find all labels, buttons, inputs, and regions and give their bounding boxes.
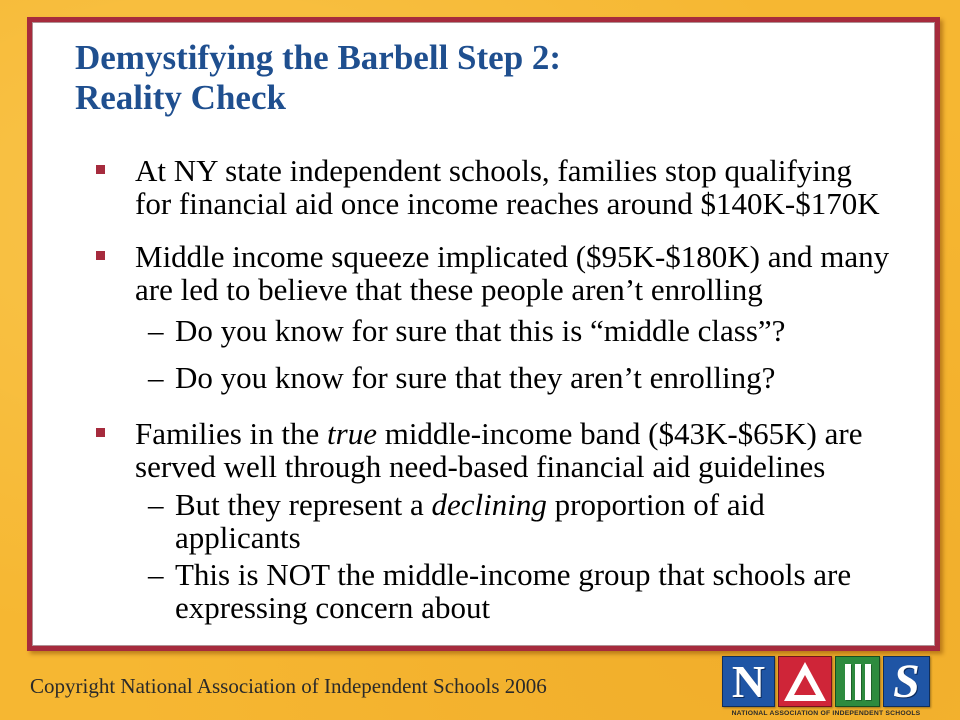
bullet-line: served well through need-based financial aid guidelines — [135, 449, 826, 484]
dash-marker: – — [148, 557, 164, 592]
content-panel — [27, 17, 940, 651]
logo-bar-icon — [845, 664, 851, 700]
logo-a-tile — [778, 656, 832, 707]
square-bullet-icon — [96, 428, 105, 437]
sub-item-line: Do you know for sure that they aren’t enrolling? — [175, 360, 776, 395]
dash-marker: – — [148, 487, 164, 522]
nais-logo — [721, 655, 931, 718]
emphasis-text: declining — [431, 487, 547, 522]
sub-item — [148, 361, 775, 394]
sub-item-line: This is NOT the middle-income group that schools are — [175, 557, 852, 592]
emphasis-text: true — [327, 416, 377, 451]
logo-bar-icon — [855, 664, 861, 700]
logo-iii-tile — [835, 656, 880, 707]
dash-marker: – — [148, 313, 164, 348]
square-bullet-icon — [96, 251, 105, 260]
bullet-line: are led to believe that these people aren’t enrolling — [135, 272, 763, 307]
title-line: Reality Check — [75, 78, 286, 117]
bullet-item — [96, 154, 880, 220]
logo-s-tile: S — [883, 656, 930, 707]
bullet-line: for financial aid once income reaches around $140K-$170K — [135, 186, 880, 221]
slide-title — [75, 38, 561, 118]
bullet-line: Middle income squeeze implicated ($95K-$180K) and many — [135, 239, 890, 274]
bullet-item — [96, 240, 889, 306]
sub-item — [148, 488, 765, 554]
text-run: proportion of aid — [546, 487, 765, 522]
text-run: Families in the — [135, 416, 328, 451]
logo-n-tile: N — [722, 656, 775, 707]
sub-item — [148, 558, 851, 624]
text-run: middle-income band ($43K-$65K) are — [376, 416, 863, 451]
sub-item-line: expressing concern about — [175, 590, 491, 625]
logo-bar-icon — [865, 664, 871, 700]
dash-marker: – — [148, 360, 164, 395]
square-bullet-icon — [96, 165, 105, 174]
sub-item-line — [175, 488, 765, 521]
sub-item-line: applicants — [175, 520, 301, 555]
title-line: Demystifying the Barbell Step 2: — [75, 38, 562, 77]
bullet-item — [96, 417, 862, 483]
sub-item-line: Do you know for sure that this is “middle class”? — [175, 313, 786, 348]
logo-caption: NATIONAL ASSOCIATION OF INDEPENDENT SCHOOLS — [731, 710, 921, 717]
bullet-line: At NY state independent schools, families stop qualifying — [135, 153, 852, 188]
triangle-icon — [779, 657, 831, 706]
text-run: But they represent a — [175, 487, 432, 522]
copyright-footer: Copyright National Association of Independent Schools 2006 — [30, 674, 547, 698]
sub-item — [148, 314, 785, 347]
bullet-line — [135, 417, 862, 450]
